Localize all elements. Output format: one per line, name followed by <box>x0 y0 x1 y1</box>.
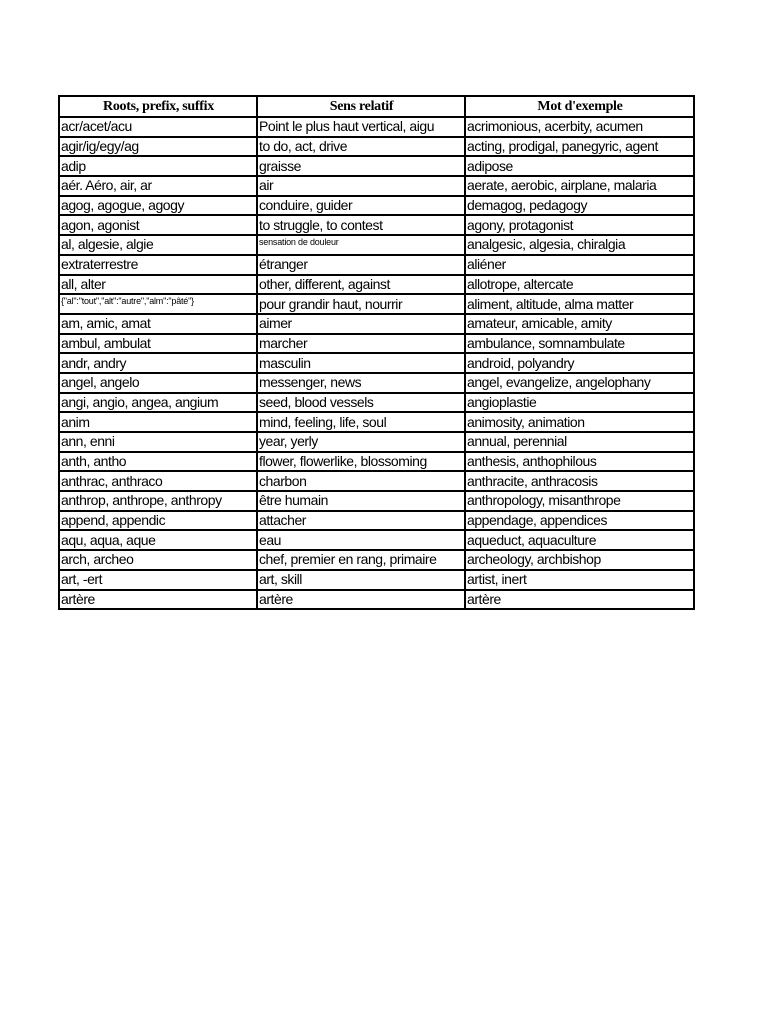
table-row <box>59 412 694 432</box>
cell-example: adipose <box>465 156 694 176</box>
cell-root: anim <box>59 412 257 432</box>
header-mot: Mot d'exemple <box>465 96 694 117</box>
table-row <box>59 275 694 295</box>
cell-meaning: être humain <box>257 491 465 511</box>
table-row <box>59 393 694 413</box>
cell-example: animosity, animation <box>465 412 694 432</box>
cell-meaning: marcher <box>257 334 465 354</box>
cell-root: al, algesie, algie <box>59 235 257 255</box>
cell-meaning: conduire, guider <box>257 196 465 216</box>
cell-meaning: eau <box>257 530 465 550</box>
table-row <box>59 294 694 314</box>
cell-example: allotrope, altercate <box>465 275 694 295</box>
cell-root: acr/acet/acu <box>59 117 257 137</box>
cell-meaning: seed, blood vessels <box>257 393 465 413</box>
cell-root: art, -ert <box>59 570 257 590</box>
cell-meaning: messenger, news <box>257 373 465 393</box>
cell-meaning: charbon <box>257 471 465 491</box>
cell-root: anth, antho <box>59 452 257 472</box>
cell-meaning: air <box>257 176 465 196</box>
table-row <box>59 432 694 452</box>
cell-example: acting, prodigal, panegyric, agent <box>465 137 694 157</box>
cell-meaning: other, different, against <box>257 275 465 295</box>
cell-meaning: to struggle, to contest <box>257 215 465 235</box>
cell-example: anthracite, anthracosis <box>465 471 694 491</box>
document-page <box>58 95 693 610</box>
cell-meaning: masculin <box>257 353 465 373</box>
cell-root: {"al":"tout","alt":"autre","alm":"pâté"} <box>59 294 257 314</box>
cell-root: artère <box>59 590 257 610</box>
cell-root: adip <box>59 156 257 176</box>
cell-example: demagog, pedagogy <box>465 196 694 216</box>
cell-root: agir/ig/egy/ag <box>59 137 257 157</box>
cell-example: aerate, aerobic, airplane, malaria <box>465 176 694 196</box>
table-row <box>59 511 694 531</box>
cell-meaning: graisse <box>257 156 465 176</box>
cell-example: artist, inert <box>465 570 694 590</box>
table-row <box>59 353 694 373</box>
cell-meaning: artère <box>257 590 465 610</box>
cell-example: analgesic, algesia, chiralgia <box>465 235 694 255</box>
cell-meaning: mind, feeling, life, soul <box>257 412 465 432</box>
table-row <box>59 156 694 176</box>
cell-meaning: year, yerly <box>257 432 465 452</box>
table-header-row <box>59 96 694 117</box>
table-row <box>59 590 694 610</box>
table-row <box>59 137 694 157</box>
table-row <box>59 196 694 216</box>
cell-meaning: art, skill <box>257 570 465 590</box>
cell-root: anthrac, anthraco <box>59 471 257 491</box>
cell-root: anthrop, anthrope, anthropy <box>59 491 257 511</box>
cell-root: ambul, ambulat <box>59 334 257 354</box>
cell-example: aqueduct, aquaculture <box>465 530 694 550</box>
cell-root: append, appendic <box>59 511 257 531</box>
cell-meaning: étranger <box>257 255 465 275</box>
cell-example: archeology, archbishop <box>465 550 694 570</box>
cell-root: ann, enni <box>59 432 257 452</box>
table-row <box>59 215 694 235</box>
cell-meaning: sensation de douleur <box>257 235 465 255</box>
cell-example: artère <box>465 590 694 610</box>
cell-meaning: Point le plus haut vertical, aigu <box>257 117 465 137</box>
header-roots: Roots, prefix, suffix <box>59 96 257 117</box>
cell-example: amateur, amicable, amity <box>465 314 694 334</box>
table-row <box>59 530 694 550</box>
cell-example: angioplastie <box>465 393 694 413</box>
cell-example: acrimonious, acerbity, acumen <box>465 117 694 137</box>
cell-example: anthropology, misanthrope <box>465 491 694 511</box>
table-body <box>59 117 694 609</box>
cell-root: angel, angelo <box>59 373 257 393</box>
table-row <box>59 471 694 491</box>
cell-example: annual, perennial <box>465 432 694 452</box>
cell-example: angel, evangelize, angelophany <box>465 373 694 393</box>
cell-root: angi, angio, angea, angium <box>59 393 257 413</box>
cell-meaning: flower, flowerlike, blossoming <box>257 452 465 472</box>
cell-example: aliment, altitude, alma matter <box>465 294 694 314</box>
header-sens: Sens relatif <box>257 96 465 117</box>
cell-example: android, polyandry <box>465 353 694 373</box>
cell-meaning: attacher <box>257 511 465 531</box>
cell-meaning: aimer <box>257 314 465 334</box>
table-row <box>59 570 694 590</box>
cell-root: agon, agonist <box>59 215 257 235</box>
table-row <box>59 334 694 354</box>
roots-table <box>58 95 695 610</box>
table-row <box>59 452 694 472</box>
cell-root: all, alter <box>59 275 257 295</box>
table-row <box>59 176 694 196</box>
cell-meaning: chef, premier en rang, primaire <box>257 550 465 570</box>
cell-root: extraterrestre <box>59 255 257 275</box>
table-row <box>59 117 694 137</box>
table-row <box>59 373 694 393</box>
cell-example: agony, protagonist <box>465 215 694 235</box>
cell-root: am, amic, amat <box>59 314 257 334</box>
cell-root: aqu, aqua, aque <box>59 530 257 550</box>
cell-example: appendage, appendices <box>465 511 694 531</box>
cell-meaning: to do, act, drive <box>257 137 465 157</box>
table-row <box>59 255 694 275</box>
cell-root: andr, andry <box>59 353 257 373</box>
cell-example: aliéner <box>465 255 694 275</box>
table-row <box>59 314 694 334</box>
cell-meaning: pour grandir haut, nourrir <box>257 294 465 314</box>
cell-root: aér. Aéro, air, ar <box>59 176 257 196</box>
cell-root: agog, agogue, agogy <box>59 196 257 216</box>
table-row <box>59 491 694 511</box>
table-row <box>59 235 694 255</box>
cell-example: ambulance, somnambulate <box>465 334 694 354</box>
table-row <box>59 550 694 570</box>
cell-root: arch, archeo <box>59 550 257 570</box>
cell-example: anthesis, anthophilous <box>465 452 694 472</box>
